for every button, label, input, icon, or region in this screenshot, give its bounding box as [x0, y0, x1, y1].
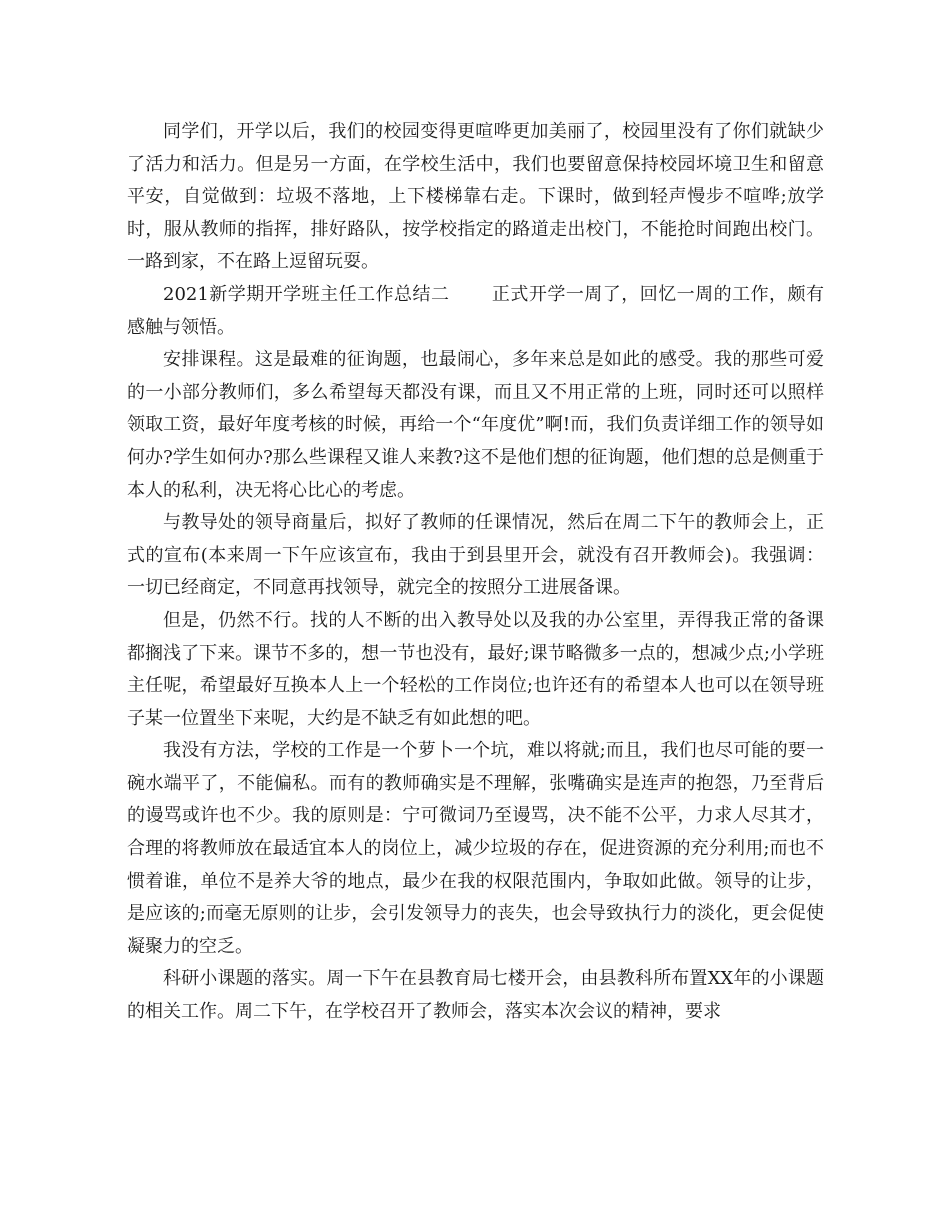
section-heading: 2021新学期开学班主任工作总结二 — [163, 283, 450, 305]
paragraph-5: 我没有方法，学校的工作是一个萝卜一个坑，难以将就;而且，我们也尽可能的要一碗水端平了，不能偏私。而有的教师确实是不理解，张嘴确实是连声的抱怨，乃至背后的谩骂或许也不少。我的原则是：宁可微词乃至谩骂，决不能不公平，力求人尽其才，合理的将教师放在最适宜本人的岗位上，减少垃圾的存在，促进资源的充分利用;而也不惯着谁，单位不是养大爷的地点，最少在我的权限范围内，争取如此做。领导的让步，是应该的;而毫无原则的让步，会引发领导力的丧失，也会导致执行力的淡化，更会促使凝聚力的空乏。 — [127, 740, 824, 957]
paragraph-6: 科研小课题的落实。周一下午在县教育局七楼开会，由县教科所布置XX年的小课题的相关工作。周二下午，在学校召开了教师会，落实本次会议的精神，要求 — [127, 968, 824, 1023]
document-body — [127, 116, 824, 1029]
paragraph-3: 与教导处的领导商量后，拟好了教师的任课情况，然后在周二下午的教师会上，正式的宣布(本来周一下午应该宣布，我由于到县里开会，就没有召开教师会)。我强调：一切已经商定，不同意再找领导，就完全的按照分工进展备课。 — [127, 512, 824, 599]
section-intro: 正式开学一周了，回忆一周的工作，颇有感触与领悟。 — [127, 283, 824, 338]
section-heading-paragraph — [127, 279, 824, 344]
paragraph-2: 安排课程。这是最难的征询题，也最闹心，多年来总是如此的感受。我的那些可爱的一小部分教师们，多么希望每天都没有课，而且又不用正常的上班，同时还可以照样领取工资，最好年度考核的时候，再给一个“年度优”啊!而，我们负责详细工作的领导如何办?学生如何办?那么些课程又谁人来教?这不是他们想的征询题，他们想的总是侧重于本人的私利，决无将心比心的考虑。 — [127, 349, 824, 501]
paragraph-1: 同学们，开学以后，我们的校园变得更喧哗更加美丽了，校园里没有了你们就缺少了活力和活力。但是另一方面，在学校生活中，我们也要留意保持校园坏境卫生和留意平安，自觉做到：垃圾不落地，上下楼梯靠右走。下课时，做到轻声慢步不喧哗;放学时，服从教师的指挥，排好路队，按学校指定的路道走出校门，不能抢时间跑出校门。一路到家，不在路上逗留玩耍。 — [127, 121, 824, 273]
paragraph-4: 但是，仍然不行。找的人不断的出入教导处以及我的办公室里，弄得我正常的备课都搁浅了下来。课节不多的，想一节也没有，最好;课节略微多一点的，想减少点;小学班主任呢，希望最好互换本人上一个轻松的工作岗位;也许还有的希望本人也可以在领导班子某一位置坐下来呢，大约是不缺乏有如此想的吧。 — [127, 609, 824, 729]
